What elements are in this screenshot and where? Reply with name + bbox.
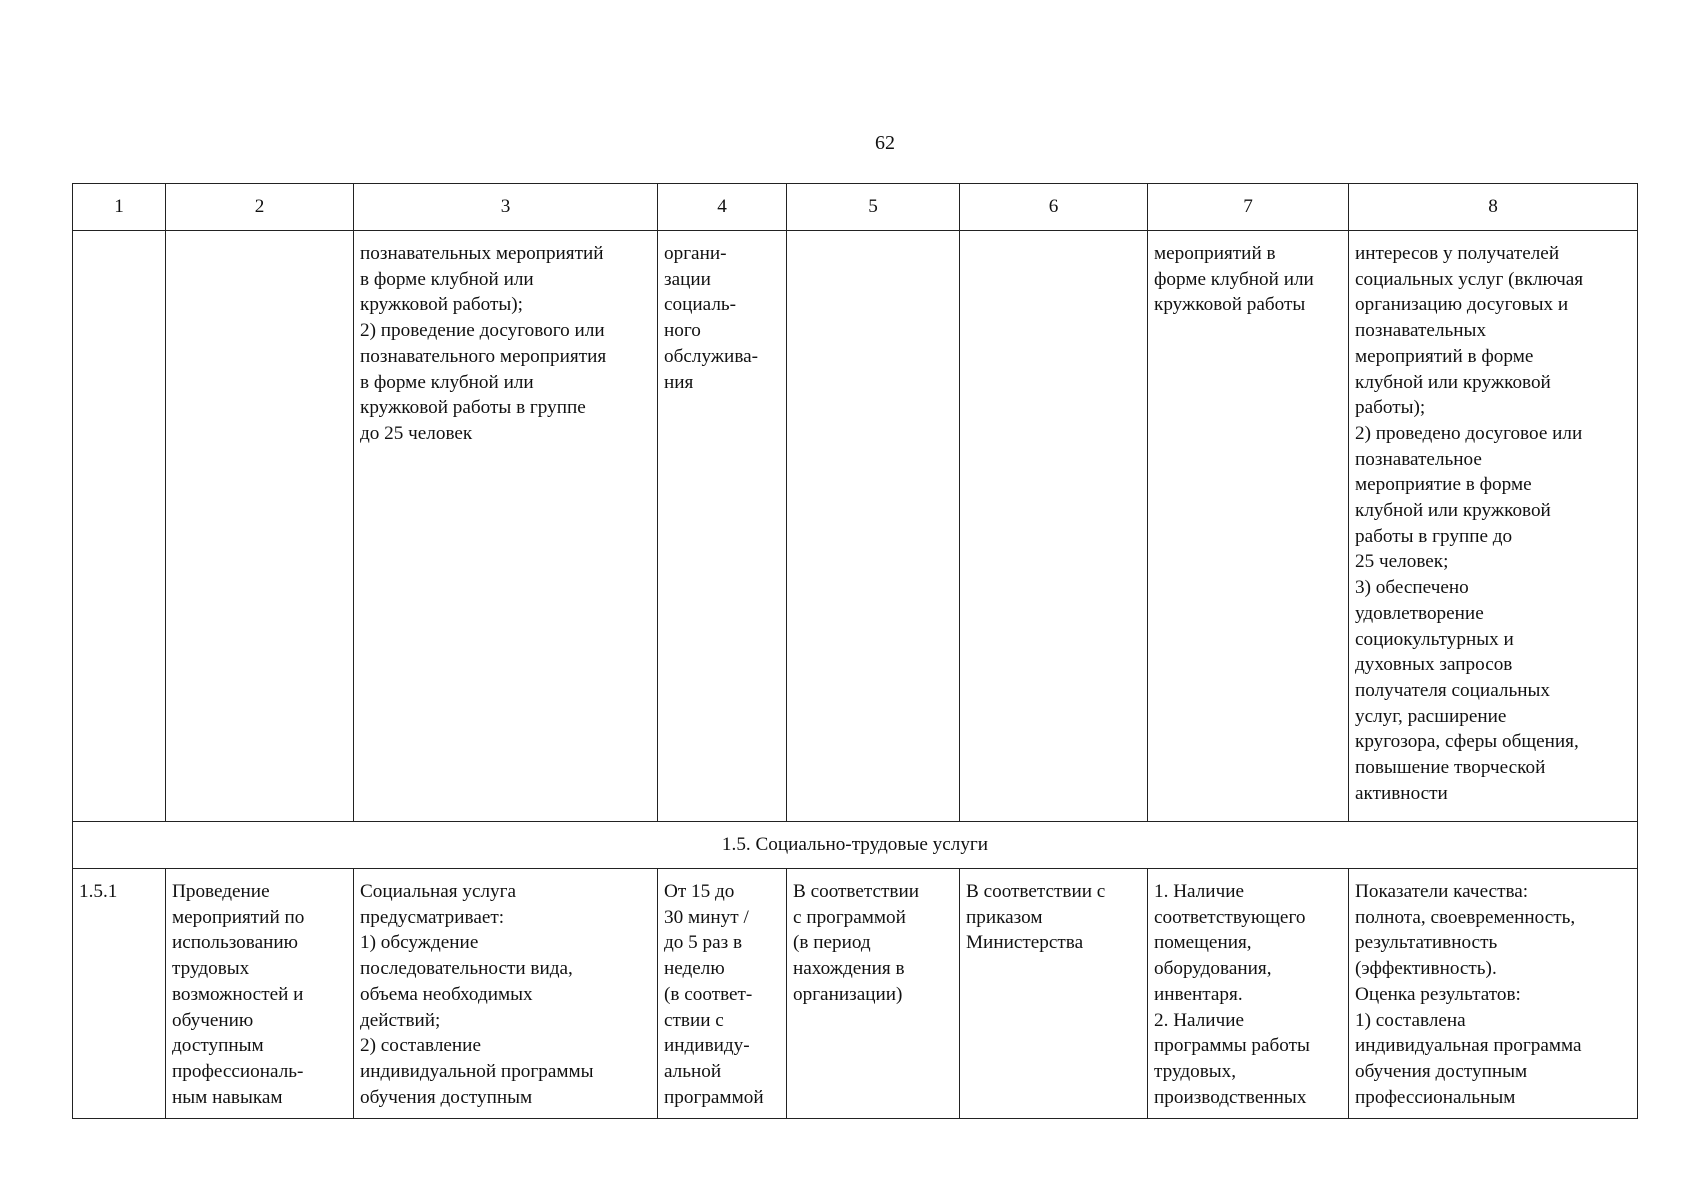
table-cell <box>787 231 960 822</box>
table-cell: От 15 до 30 минут / до 5 раз в неделю (в соответ- ствии с индивиду- альной программой <box>658 869 787 1119</box>
column-header-3: 3 <box>354 184 658 231</box>
column-header-6: 6 <box>960 184 1148 231</box>
table-cell: 1. Наличие соответствующего помещения, оборудования, инвентаря. 2. Наличие программы работы трудовых, производственных <box>1148 869 1349 1119</box>
table-cell: органи- зации социаль- ного обслужива- ния <box>658 231 787 822</box>
column-header-8: 8 <box>1349 184 1638 231</box>
column-header-5: 5 <box>787 184 960 231</box>
table-cell: Показатели качества: полнота, своевременность, результативность (эффективность). Оценка результатов: 1) составлена индивидуальная программа обучения доступным профессиональным <box>1349 869 1638 1119</box>
column-header-row <box>73 184 1638 231</box>
table-row-1-5-1 <box>73 869 1638 1119</box>
page-number: 62 <box>875 132 895 154</box>
table-cell <box>960 231 1148 822</box>
column-header-7: 7 <box>1148 184 1349 231</box>
table-cell: интересов у получателей социальных услуг (включая организацию досуговых и познавательных мероприятий в форме клубной или кружковой работы); 2) проведено досуговое или познавательное мероприятие в форме клубной или кружковой работы в группе до 25 человек; 3) обеспечено удовлетворение социокультурных и духовных запросов получателя социальных услуг, расширение кругозора, сферы общения, повышение творческой активности <box>1349 231 1638 822</box>
services-table <box>72 183 1638 1119</box>
column-header-2: 2 <box>166 184 354 231</box>
column-header-1: 1 <box>73 184 166 231</box>
section-title: 1.5. Социально-трудовые услуги <box>73 822 1638 869</box>
table-cell: 1.5.1 <box>73 869 166 1119</box>
table-cell: В соответствии с программой (в период нахождения в организации) <box>787 869 960 1119</box>
column-header-4: 4 <box>658 184 787 231</box>
table-cell: Проведение мероприятий по использованию трудовых возможностей и обучению доступным профессиональ- ным навыкам <box>166 869 354 1119</box>
section-row <box>73 822 1638 869</box>
table-cell <box>166 231 354 822</box>
table-cell <box>73 231 166 822</box>
table-cell: В соответствии с приказом Министерства <box>960 869 1148 1119</box>
table-row-continuation <box>73 231 1638 822</box>
table-cell: мероприятий в форме клубной или кружковой работы <box>1148 231 1349 822</box>
table-cell: Социальная услуга предусматривает: 1) обсуждение последовательности вида, объема необходимых действий; 2) составление индивидуальной программы обучения доступным <box>354 869 658 1119</box>
table-cell: познавательных мероприятий в форме клубной или кружковой работы); 2) проведение досугового или познавательного мероприятия в форме клубной или кружковой работы в группе до 25 человек <box>354 231 658 822</box>
